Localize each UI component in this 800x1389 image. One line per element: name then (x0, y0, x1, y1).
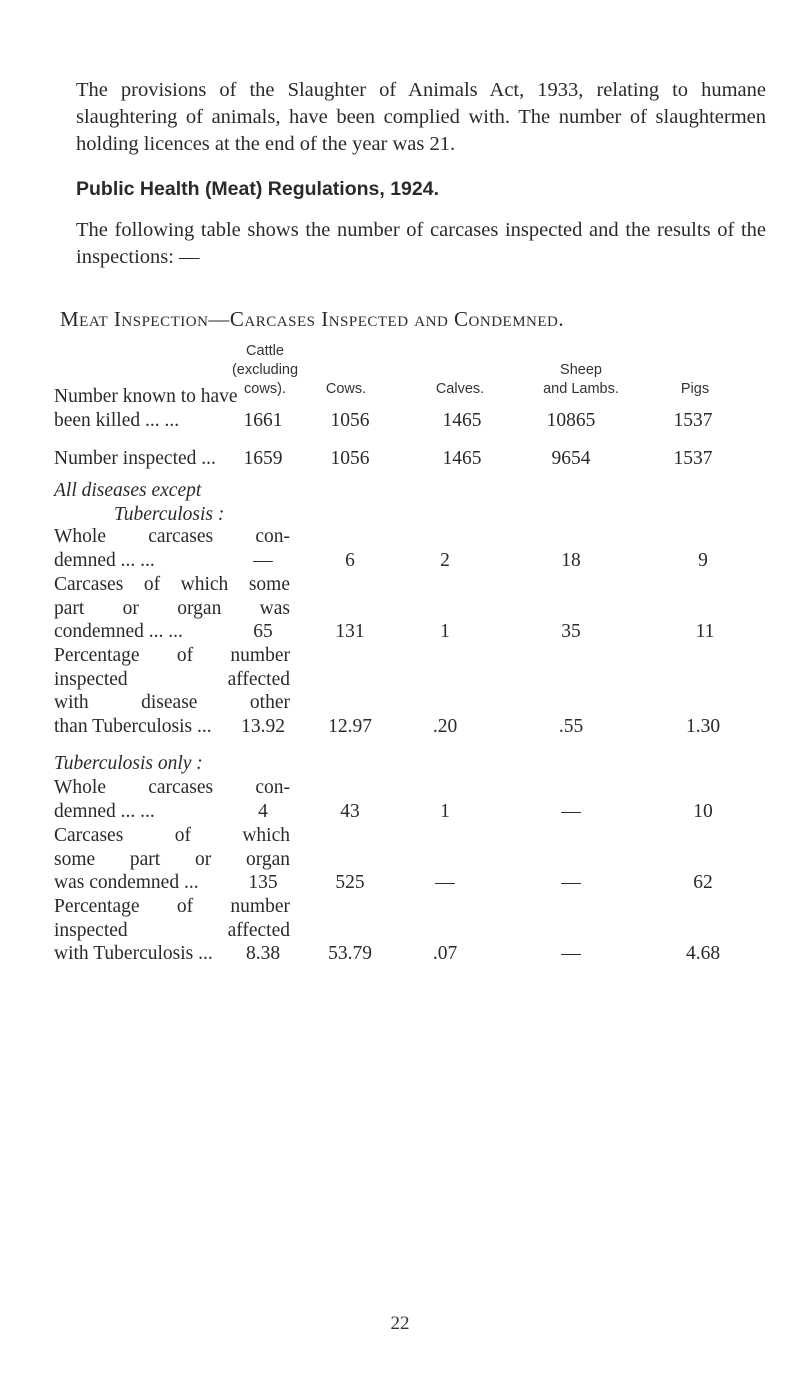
column-header-cows: Cows. (325, 381, 367, 397)
section-label-all-diseases: All diseases except Tuberculosis : (54, 480, 225, 525)
column-header-cattle: Cattle (excluding cows). (231, 343, 299, 397)
cell-ad-part-pigs: 11 (695, 621, 715, 642)
cell-ad-pct-sheep: .55 (558, 716, 584, 737)
cell-tb-pct-pigs: 4.68 (685, 943, 721, 964)
row-label-ad-pct: Percentage of number inspected affected with disease other than Tuberculosis ... (54, 645, 290, 737)
cell-tb-pct-cattle: 8.38 (245, 943, 281, 964)
row-label-inspected: Number inspected ... (54, 448, 216, 469)
cell-tb-part-sheep: — (561, 872, 581, 893)
cell-tb-whole-pigs: 10 (693, 801, 713, 822)
row-label-tb-pct: Percentage of number inspected affected with Tuberculosis ... (54, 896, 290, 964)
cell-tb-whole-calves: 1 (440, 801, 450, 822)
cell-known-killed-cows: 1056 (330, 410, 370, 431)
section-paragraph: The following table shows the number of carcases inspected and the results of the inspections: — (76, 219, 766, 268)
cell-ad-pct-cattle: 13.92 (241, 716, 285, 737)
cell-inspected-pigs: 1537 (673, 448, 713, 469)
cell-tb-part-pigs: 62 (693, 872, 713, 893)
row-label-known-killed: Number known to have been killed ... ... (54, 386, 238, 431)
row-label-ad-part: Carcases of which some part or organ was condemned ... ... (54, 574, 290, 642)
table-title: Meat Inspection—Carcases Inspected and Condemned. (60, 307, 565, 331)
cell-tb-pct-calves: .07 (432, 943, 458, 964)
row-label-tb-whole: Whole carcases con- demned ... ... (54, 777, 290, 822)
cell-ad-pct-calves: .20 (432, 716, 458, 737)
cell-inspected-cows: 1056 (330, 448, 370, 469)
cell-ad-part-cattle: 65 (253, 621, 273, 642)
cell-tb-part-cattle: 135 (248, 872, 278, 893)
cell-ad-whole-pigs: 9 (698, 550, 708, 571)
row-label-tb-part: Carcases of which some part or organ was condemned ... (54, 825, 290, 893)
cell-tb-part-calves: — (435, 872, 455, 893)
cell-tb-whole-sheep: — (561, 801, 581, 822)
cell-tb-whole-cattle: 4 (258, 801, 268, 822)
cell-known-killed-calves: 1465 (442, 410, 482, 431)
intro-paragraph: The provisions of the Slaughter of Animals Act, 1933, relating to humane slaughtering of animals, have been complied with. The number of slaughtermen holding licences at the end of the year was 21. (76, 79, 766, 155)
column-header-sheep: Sheep and Lambs. (543, 362, 619, 397)
cell-tb-pct-cows: 53.79 (328, 943, 372, 964)
cell-known-killed-sheep: 10865 (546, 410, 596, 431)
column-header-pigs: Pigs (680, 381, 710, 397)
cell-tb-whole-cows: 43 (340, 801, 360, 822)
cell-tb-pct-sheep: — (561, 943, 581, 964)
cell-tb-part-cows: 525 (335, 872, 365, 893)
cell-inspected-sheep: 9654 (551, 448, 591, 469)
cell-ad-whole-sheep: 18 (561, 550, 581, 571)
row-label-ad-whole: Whole carcases con- demned ... ... (54, 526, 290, 571)
cell-ad-whole-cattle: — (253, 550, 273, 571)
cell-inspected-calves: 1465 (442, 448, 482, 469)
column-header-calves: Calves. (435, 381, 485, 397)
cell-ad-part-calves: 1 (440, 621, 450, 642)
cell-known-killed-cattle: 1661 (243, 410, 283, 431)
cell-ad-whole-cows: 6 (345, 550, 355, 571)
cell-ad-part-sheep: 35 (561, 621, 581, 642)
cell-ad-pct-pigs: 1.30 (685, 716, 721, 737)
page-number: 22 (390, 1313, 410, 1334)
cell-known-killed-pigs: 1537 (673, 410, 713, 431)
cell-inspected-cattle: 1659 (243, 448, 283, 469)
cell-ad-pct-cows: 12.97 (328, 716, 372, 737)
cell-ad-part-cows: 131 (335, 621, 365, 642)
cell-ad-whole-calves: 2 (440, 550, 450, 571)
section-heading: Public Health (Meat) Regulations, 1924. (76, 178, 439, 200)
section-label-tuberculosis: Tuberculosis only : (54, 753, 203, 774)
